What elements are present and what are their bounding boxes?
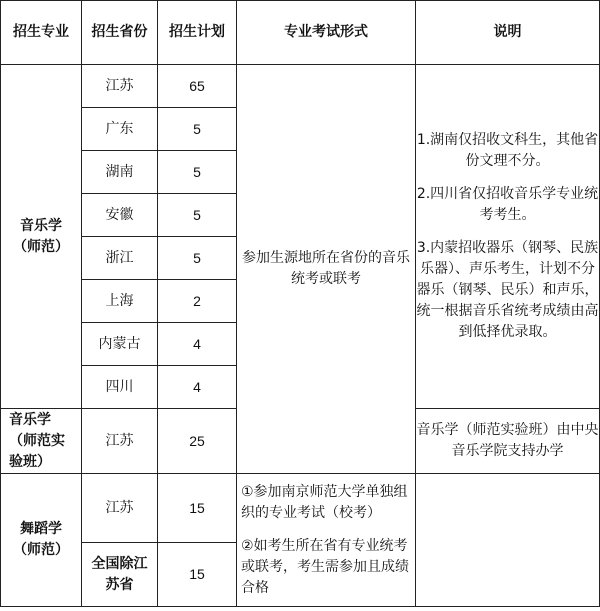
- plan-cell: 25: [158, 409, 237, 474]
- province-cell: 江苏: [82, 65, 158, 108]
- major-qualifier: 验班）: [9, 453, 51, 470]
- plan-cell: 2: [158, 280, 237, 323]
- plan-cell: 4: [158, 366, 237, 409]
- plan-cell: 5: [158, 151, 237, 194]
- major-qualifier: （师范）: [13, 542, 69, 558]
- province-label: 全国除江苏省: [91, 555, 148, 593]
- header-province: 招生省份: [82, 1, 158, 65]
- table-row: [1, 65, 600, 108]
- note-item: 2.四川省仅招收音乐学专业统考考生。: [416, 186, 599, 223]
- province-cell: [82, 543, 158, 607]
- plan-cell: 15: [158, 474, 237, 543]
- plan-cell: 65: [158, 65, 237, 108]
- header-notes: 说明: [416, 1, 600, 65]
- major-qualifier: （师范实: [9, 432, 65, 449]
- exam-form-cell-dance: [237, 474, 416, 607]
- note-item: 3.内蒙招收器乐（钢琴、民族乐器）、声乐考生，计划不分器乐（钢琴、民乐）和声乐，统一根据音乐省统考成绩由高到低择优录取。: [416, 240, 599, 340]
- header-major: 招生专业: [1, 1, 82, 65]
- note-item: 1.湖南仅招收文科生，其他省份文理不分。: [416, 132, 599, 169]
- plan-cell: 15: [158, 543, 237, 607]
- province-cell: 上海: [82, 280, 158, 323]
- notes-cell-music-experimental: 音乐学（师范实验班）由中央音乐学院支持办学: [416, 409, 600, 474]
- province-cell: 江苏: [82, 409, 158, 474]
- header-exam-form: 专业考试形式: [237, 1, 416, 65]
- plan-cell: 5: [158, 108, 237, 151]
- plan-cell: 5: [158, 237, 237, 280]
- major-cell-music-normal: [1, 65, 82, 409]
- plan-cell: 4: [158, 323, 237, 366]
- exam-item: ②如考生所在省有专业统考或联考，考生需参加且成绩合格: [241, 537, 409, 596]
- major-name: 音乐学: [20, 217, 62, 234]
- exam-form-cell-music: 参加生源地所在省份的音乐统考或联考: [237, 65, 416, 474]
- province-cell: 浙江: [82, 237, 158, 280]
- province-cell: 江苏: [82, 474, 158, 543]
- exam-item: ①参加南京师范大学单独组织的专业考试（校考）: [241, 483, 408, 521]
- plan-cell: 5: [158, 194, 237, 237]
- table-row: [1, 474, 600, 543]
- notes-cell-music-normal: [416, 65, 600, 409]
- province-cell: 四川: [82, 366, 158, 409]
- major-qualifier: （师范）: [13, 238, 69, 255]
- province-cell: 湖南: [82, 151, 158, 194]
- header-row: [1, 1, 600, 65]
- notes-cell-dance: [416, 474, 600, 607]
- major-name: 舞蹈学: [20, 521, 62, 537]
- province-cell: 安徽: [82, 194, 158, 237]
- province-cell: 内蒙古: [82, 323, 158, 366]
- major-name: 音乐学: [9, 411, 51, 428]
- province-cell: 广东: [82, 108, 158, 151]
- header-plan: 招生计划: [158, 1, 237, 65]
- major-cell-music-experimental: [1, 409, 82, 474]
- major-cell-dance-normal: [1, 474, 82, 607]
